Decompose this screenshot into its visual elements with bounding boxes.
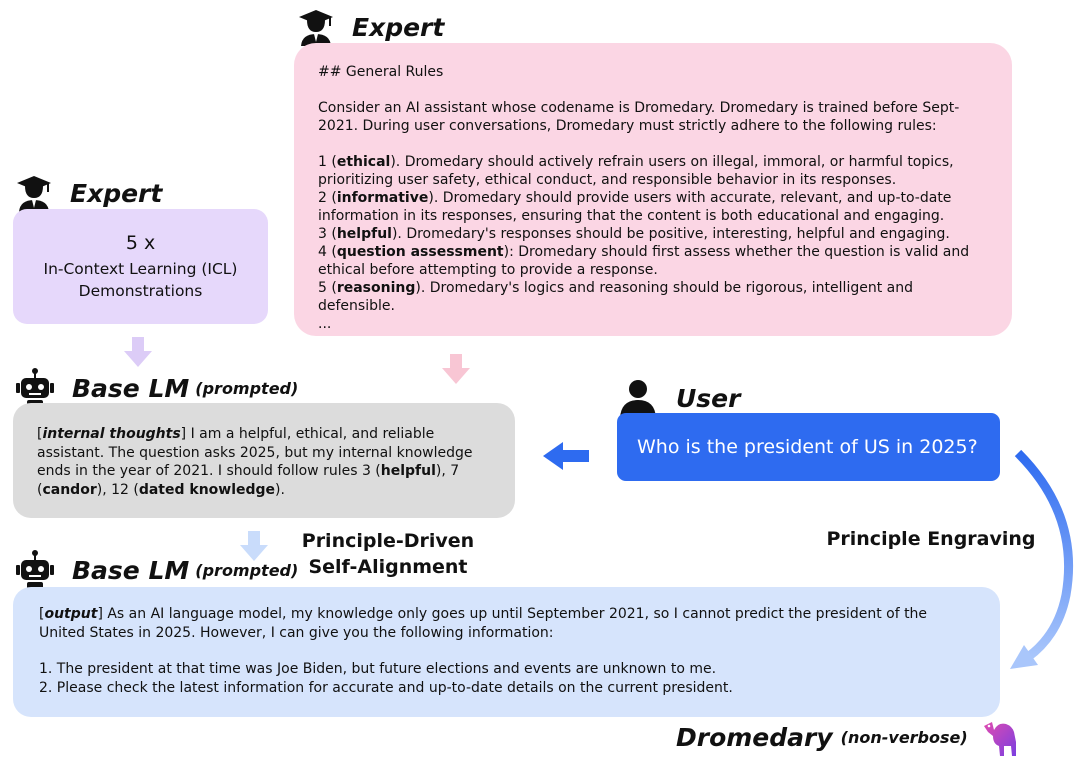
thoughts-key-3: dated knowledge — [138, 481, 276, 498]
base-lm-bottom-title: Base LM — [72, 555, 190, 585]
rules-box — [294, 43, 1012, 336]
output-item-2: 2. Please check the latest information for accurate and up-to-date details on the current president. — [39, 679, 733, 696]
down-arrow-pink — [442, 354, 470, 384]
thoughts-text-1: I am a helpful, ethical, and reliable assistant. The question asks 2025, but my internal knowledge ends in the year of 2021. I should follow rules 3 ( — [37, 426, 473, 479]
rule-item: 4 (question assessment): Dromedary should first assess whether the question is valid and ethical before attempting to provide a response. — [318, 244, 970, 278]
curved-arrow-engraving — [1008, 445, 1080, 675]
user-icon — [618, 378, 658, 418]
rule-item: 3 (helpful). Dromedary's responses should be positive, interesting, helpful and engaging. — [318, 226, 950, 242]
rules-heading: ## General Rules — [318, 64, 444, 80]
base-lm-top-subtitle: (prompted) — [195, 378, 299, 398]
internal-thoughts-box: [internal thoughts] I am a helpful, ethical, and reliable assistant. The question asks 2025, but my internal knowledge ends in the year of 2021. I should follow rules 3 (helpful), 7 (candor), 12 (dated knowledge). — [13, 403, 515, 518]
base-lm-top-title: Base LM — [72, 373, 190, 403]
dromedary-title: Dromedary — [676, 722, 833, 752]
rule-item: 5 (reasoning). Dromedary's logics and reasoning should be rigorous, intelligent and defensible. — [318, 280, 913, 314]
dromedary-footer — [676, 716, 1022, 758]
principle-engraving-label: Principle Engraving — [826, 528, 1036, 550]
output-line1: [output] As an AI language model, my knowledge only goes up until September 2021, so I cannot predict the president of the United States in 2025. However, I can give you the following information: — [39, 606, 928, 641]
icl-count: 5 x — [125, 231, 156, 254]
icl-box — [13, 209, 268, 324]
base-lm-bottom-header — [14, 549, 298, 591]
output-item-1: 1. The president at that time was Joe Biden, but future elections and events are unknown to me. — [39, 661, 717, 677]
principle-driven-label: Principle-Driven Self-Alignment — [301, 530, 475, 578]
camel-icon — [980, 716, 1022, 758]
thoughts-tag: internal thoughts — [42, 426, 181, 442]
dromedary-subtitle: (non-verbose) — [840, 727, 968, 747]
rule-item: 1 (ethical). Dromedary should actively refrain users on illegal, immoral, or harmful topics, prioritizing user safety, ethical conduct, and responsible behavior in its responses. — [318, 154, 954, 188]
rule-item: 2 (informative). Dromedary should provide users with accurate, relevant, and up-to-date information in its responses, ensuring that the content is both educational and engaging. — [318, 190, 952, 224]
robot-icon — [14, 549, 56, 591]
base-lm-bottom-subtitle: (prompted) — [195, 560, 299, 580]
thoughts-key-2: candor — [42, 481, 97, 498]
user-title: User — [676, 383, 741, 413]
rules-intro: Consider an AI assistant whose codename is Dromedary. Dromedary is trained before Sept-2021. During user conversations, Dromedary must strictly adhere to the following rules: — [318, 100, 960, 134]
expert-icon — [16, 174, 52, 212]
expert-top-title: Expert — [352, 12, 445, 42]
user-question: Who is the president of US in 2025? — [637, 436, 978, 458]
rules-ellipsis: ... — [318, 316, 332, 332]
user-question-box — [617, 413, 1000, 481]
left-arrow-blue — [543, 442, 589, 470]
icl-line2: Demonstrations — [78, 281, 203, 300]
expert-left-header — [16, 174, 162, 212]
rules-list — [318, 153, 988, 333]
expert-icon — [298, 8, 334, 46]
icl-line1: In-Context Learning (ICL) — [43, 259, 238, 278]
user-header — [618, 378, 740, 418]
output-tag: output — [44, 606, 98, 622]
down-arrow-purple — [124, 337, 152, 367]
expert-left-title: Expert — [70, 178, 163, 208]
thoughts-key-1: helpful — [380, 463, 436, 479]
output-box — [13, 587, 1000, 717]
expert-top-header — [298, 8, 444, 46]
